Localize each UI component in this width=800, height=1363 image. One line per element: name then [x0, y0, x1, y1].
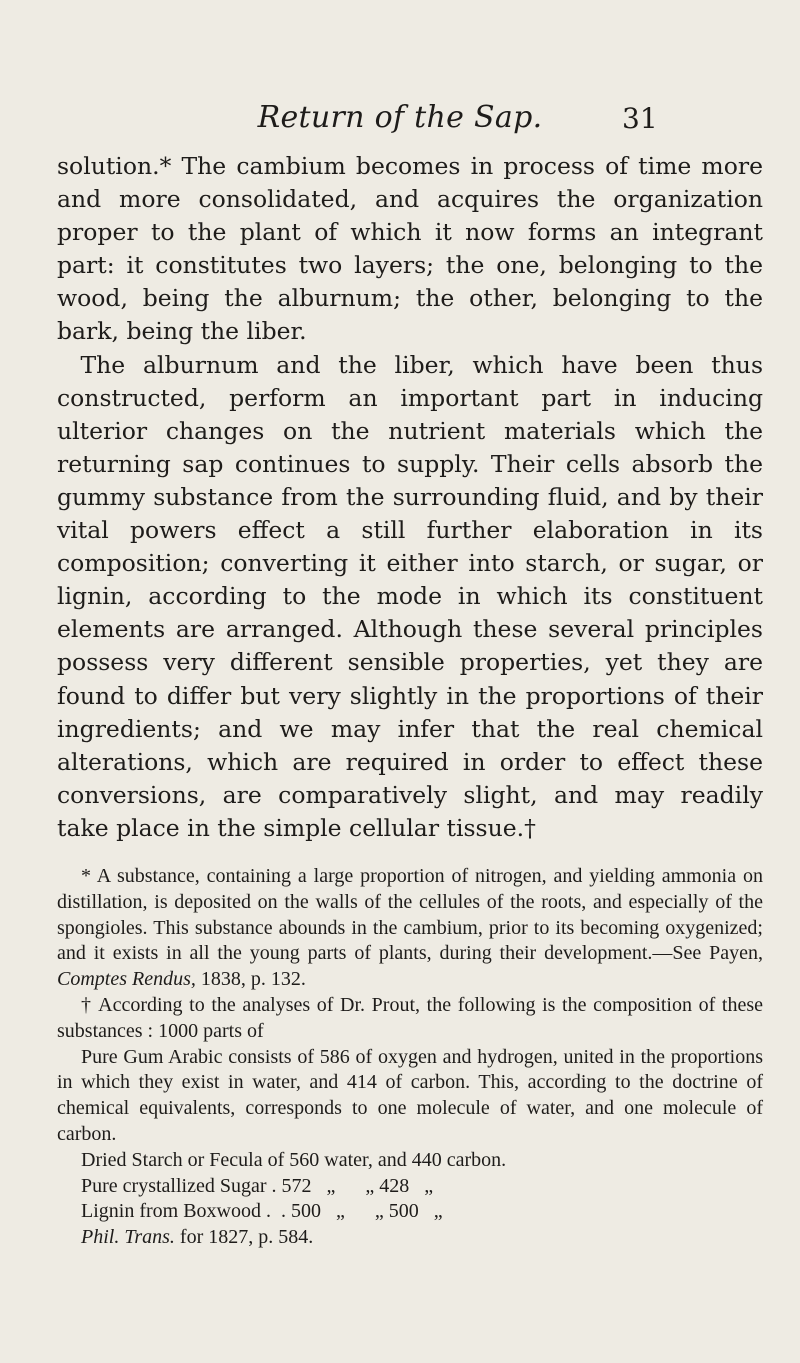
- source-citation-journal: Phil. Trans.: [81, 1226, 175, 1249]
- footnote-asterisk-tail: 1838, p. 132.: [195, 968, 306, 991]
- composition-row-lignin: Lignin from Boxwood . . 500 „ „ 500 „: [81, 1200, 443, 1223]
- paragraph-continued: solution.* The cambium becomes in process of time more and more consolidated, and acquires the organization proper to the plant of which it now forms an integrant part: it constitutes two layers; the one, belonging to the wood, being the alburnum; the other, belonging to the bark, being the liber.: [57, 152, 763, 346]
- composition-row-sugar: Pure crystallized Sugar . 572 „ „ 428 „: [81, 1174, 434, 1197]
- footnote-dagger-gum-arabic: Pure Gum Arabic consists of 586 of oxygen and hydrogen, united in the proportions in which they exist in water, and 414 of carbon. This, according to the doctrine of chemical equivalents, corresponds to one molecule of water, and one molecule of carbon.: [57, 1045, 763, 1145]
- source-citation: [57, 1225, 763, 1251]
- composition-row-starch: Dried Starch or Fecula of 560 water, and 440 carbon.: [81, 1148, 507, 1171]
- footnote-asterisk: [57, 864, 763, 993]
- footnote-citation-comptes-rendus: Comptes Rendus,: [57, 968, 196, 991]
- page-header: [0, 100, 800, 140]
- source-citation-tail: for 1827, p. 584.: [174, 1226, 314, 1249]
- footnote-dagger: † According to the analyses of Dr. Prout, the following is the composition of these substances : 1000 parts of: [57, 993, 763, 1042]
- paragraph-alburnum-liber: The alburnum and the liber, which have been thus constructed, perform an important part in inducing ulterior changes on the nutrient materials which the returning sap continues to supply. Their cells absorb the gummy substance from the surrounding fluid, and by their vital powers effect a still further elaboration in its composition; converting it either into starch, or sugar, or lignin, according to the mode in which its constituent elements are arranged. Although these several principles possess very different sensible properties, yet they are found to differ but very slightly in the proportions of their ingredients; and we may infer that the real chemical alterations, which are required in order to effect these conversions, are comparatively slight, and may readily take place in the simple cellular tissue.†: [57, 350, 763, 842]
- footnote-asterisk-text: * A substance, containing a large proportion of nitrogen, and yielding ammonia on distillation, is deposited on the walls of the cellules of the roots, and especially of the spongioles. This substance abounds in the cambium, prior to its becoming oxygenized; and it exists in all the young parts of plants, during their development.—See Payen,: [57, 865, 763, 965]
- body-text: [57, 150, 763, 845]
- footnotes: [57, 864, 763, 1251]
- running-title: Return of the Sap.: [257, 100, 543, 135]
- page-number: 31: [622, 102, 658, 135]
